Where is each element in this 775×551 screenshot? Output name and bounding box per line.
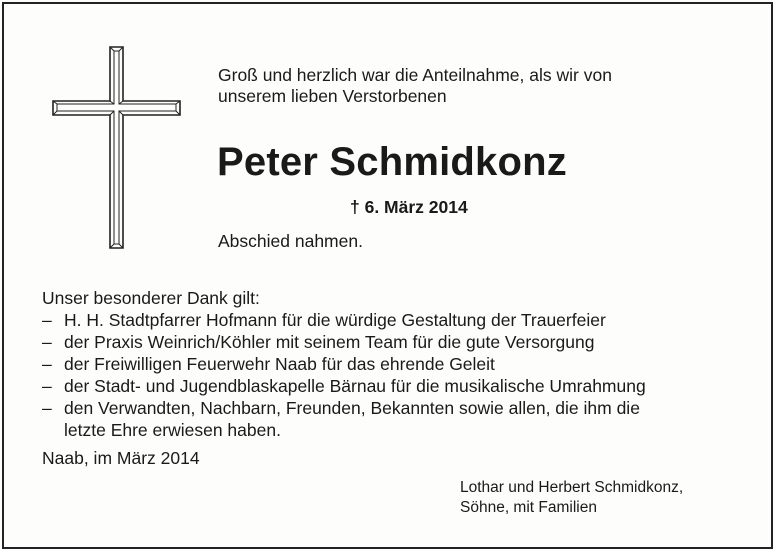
signature-line: Lothar und Herbert Schmidkonz, <box>460 479 684 496</box>
thanks-section <box>42 287 646 441</box>
list-item-text: der Praxis Weinrich/Köhler mit seinem Team für die gute Versorgung <box>64 332 595 352</box>
thanks-heading: Unser besonderer Dank gilt: <box>42 288 260 308</box>
list-dash: – <box>42 376 52 396</box>
intro-line: Groß und herzlich war die Anteilnahme, als wir von <box>218 65 612 85</box>
intro-text <box>218 65 612 107</box>
list-item-line: letzte Ehre erwiesen haben. <box>64 420 281 440</box>
list-item <box>42 397 646 441</box>
list-item-line: den Verwandten, Nachbarn, Freunden, Bekannten sowie allen, die ihm die <box>64 398 640 418</box>
cross-icon <box>52 46 182 250</box>
deceased-name: Peter Schmidkonz <box>217 140 567 184</box>
place-date: Naab, im März 2014 <box>42 448 200 468</box>
list-item <box>42 331 646 353</box>
signature <box>460 478 683 518</box>
farewell-text: Abschied nahmen. <box>218 231 363 251</box>
list-item <box>42 353 646 375</box>
list-dash: – <box>42 354 52 374</box>
obituary-notice <box>2 2 773 549</box>
list-item <box>42 309 646 331</box>
death-date: † 6. März 2014 <box>350 197 468 217</box>
list-dash: – <box>42 332 52 352</box>
list-item-text: der Freiwilligen Feuerwehr Naab für das ehrende Geleit <box>64 354 495 374</box>
list-dash: – <box>42 310 52 330</box>
list-item-text: H. H. Stadtpfarrer Hofmann für die würdige Gestaltung der Trauerfeier <box>64 310 606 330</box>
list-item-text: der Stadt- und Jugendblaskapelle Bärnau für die musikalische Umrahmung <box>64 376 646 396</box>
list-dash: – <box>42 398 52 418</box>
list-item-text <box>64 397 640 441</box>
thanks-list <box>42 309 646 441</box>
list-item <box>42 375 646 397</box>
intro-line: unserem lieben Verstorbenen <box>218 86 447 106</box>
signature-line: Söhne, mit Familien <box>460 499 597 516</box>
